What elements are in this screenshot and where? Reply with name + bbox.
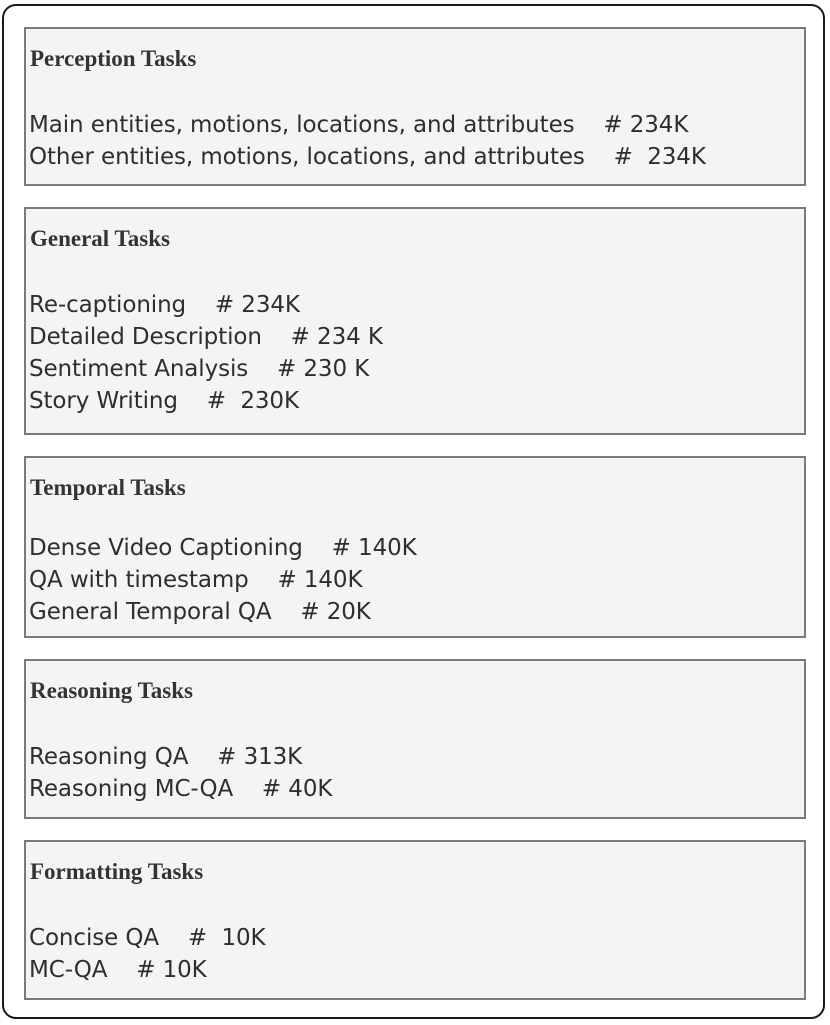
task-row: Detailed Description # 234 K xyxy=(29,324,383,350)
panel-title: Reasoning Tasks xyxy=(30,678,193,703)
task-row: Reasoning QA # 313K xyxy=(29,744,303,770)
task-row: MC-QA # 10K xyxy=(29,957,207,983)
task-list xyxy=(29,922,266,986)
task-list xyxy=(29,289,383,417)
task-row: Re-captioning # 234K xyxy=(29,292,300,318)
task-list xyxy=(29,741,332,805)
task-list xyxy=(29,532,417,628)
task-row: Reasoning MC-QA # 40K xyxy=(29,776,333,802)
task-row: Dense Video Captioning # 140K xyxy=(29,535,417,561)
panel-formatting-tasks xyxy=(24,840,806,1000)
panel-temporal-tasks xyxy=(24,456,806,638)
panel-title: Formatting Tasks xyxy=(30,859,204,884)
panel-title: General Tasks xyxy=(30,226,170,251)
task-row: Sentiment Analysis # 230 K xyxy=(29,356,370,382)
panel-title: Perception Tasks xyxy=(30,46,197,71)
panel-reasoning-tasks xyxy=(24,659,806,819)
task-row: QA with timestamp # 140K xyxy=(29,567,363,593)
task-row: Concise QA # 10K xyxy=(29,925,266,951)
panel-perception-tasks xyxy=(24,27,806,186)
task-row: Main entities, motions, locations, and attributes # 234K xyxy=(29,112,689,138)
task-row: Other entities, motions, locations, and attributes # 234K xyxy=(29,144,706,170)
task-list xyxy=(29,109,706,173)
task-row: Story Writing # 230K xyxy=(29,388,299,414)
panel-title: Temporal Tasks xyxy=(30,475,186,500)
task-row: General Temporal QA # 20K xyxy=(29,599,371,625)
panel-general-tasks xyxy=(24,207,806,435)
